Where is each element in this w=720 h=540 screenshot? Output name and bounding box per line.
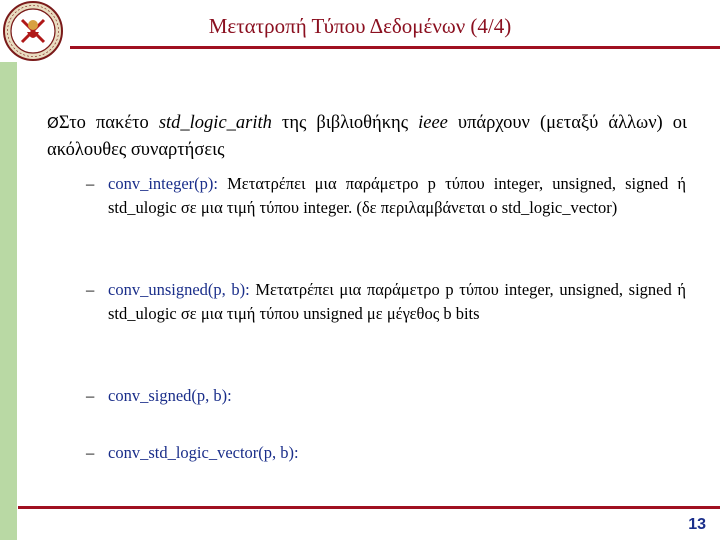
library-name: ieee — [418, 113, 448, 133]
intro-text-2: της βιβλιοθήκης — [271, 113, 419, 133]
slide-title: Μετατροπή Τύπου Δεδομένων (4/4) — [208, 14, 512, 38]
list-item — [86, 172, 686, 219]
intro-text-1: Στο πακέτο — [58, 113, 159, 133]
arrow-bullet-icon: Ø — [47, 114, 59, 132]
function-description: Μετατρέπει μια παράμετρο p τύπου integer, unsigned, signed ή std_ulogic σε μια τιμή τύπου unsigned με μέγεθος b bits — [108, 280, 686, 323]
footer-divider — [18, 506, 720, 509]
package-name: std_logic_arith — [158, 113, 272, 133]
header-divider — [70, 46, 720, 49]
page-number: 13 — [688, 516, 706, 533]
list-item — [86, 441, 686, 465]
function-signature: conv_integer(p): — [108, 174, 218, 193]
intro-text-3: υπάρχουν (μεταξύ άλλων) οι ακόλουθες συναρτήσεις — [47, 113, 687, 160]
list-item — [86, 384, 686, 408]
university-seal-logo — [0, 0, 66, 62]
intro-paragraph — [47, 110, 687, 164]
dash-bullet: – — [86, 174, 95, 193]
list-item — [86, 278, 686, 325]
function-signature: conv_signed(p, b): — [108, 386, 232, 405]
function-signature: conv_std_logic_vector(p, b): — [108, 443, 299, 462]
function-signature: conv_unsigned(p, b): — [108, 280, 250, 299]
dash-bullet: – — [86, 386, 95, 405]
function-description: Μετατρέπει μια παράμετρο p τύπου integer, unsigned, signed ή std_ulogic σε μια τιμή τύπου integer. (δε περιλαμβάνεται ο std_logic_vector) — [108, 174, 686, 217]
dash-bullet: – — [86, 280, 95, 299]
dash-bullet: – — [86, 443, 95, 462]
left-sidebar-bar — [0, 62, 17, 540]
